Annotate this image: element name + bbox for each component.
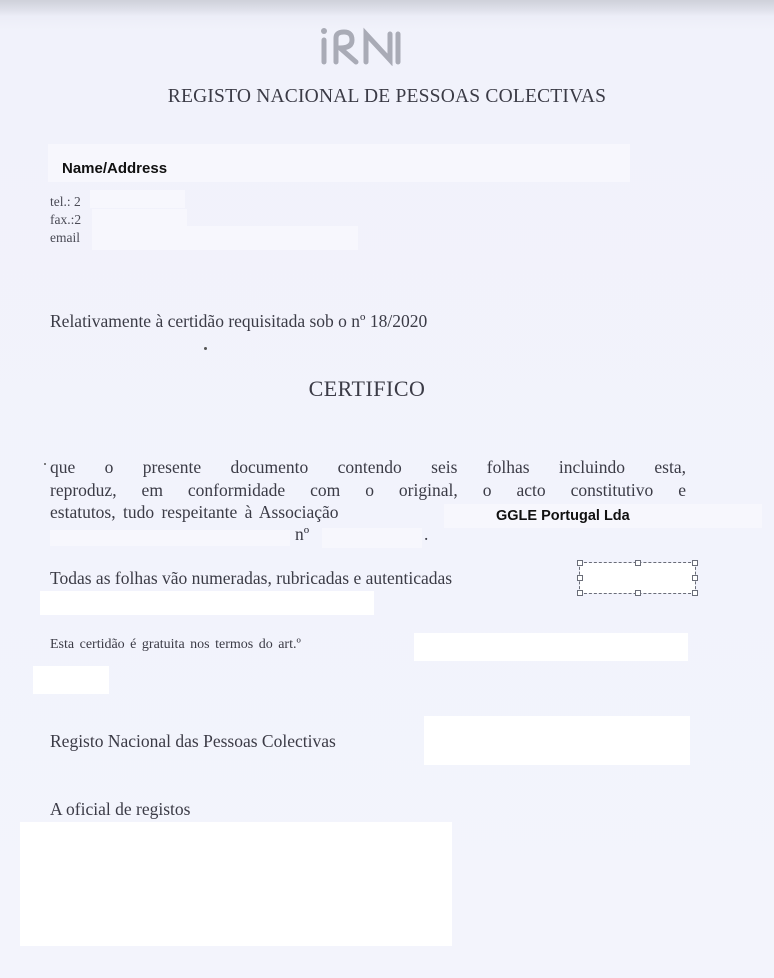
selection-box[interactable] xyxy=(579,562,696,594)
number-redaction xyxy=(322,528,422,548)
selection-fill xyxy=(580,563,695,593)
body-line-1: que o presente documento contendo seis folhas incluindo esta, xyxy=(50,457,686,477)
organization-title: REGISTO NACIONAL DE PESSOAS COLECTIVAS xyxy=(167,86,607,107)
number-label: nº xyxy=(295,524,310,544)
certificate-heading: CERTIFICO xyxy=(308,376,426,401)
resize-handle-s[interactable] xyxy=(635,590,641,596)
resize-handle-ne[interactable] xyxy=(692,560,698,566)
resize-handle-nw[interactable] xyxy=(577,560,583,566)
request-reference: Relativamente à certidão requisitada sob o nº 18/2020 xyxy=(50,311,428,331)
resize-handle-sw[interactable] xyxy=(577,590,583,596)
resize-handle-w[interactable] xyxy=(577,575,583,581)
official-label: A oficial de registos xyxy=(50,799,191,819)
company-name-overlay: GGLE Portugal Lda xyxy=(496,508,630,524)
tel-redaction xyxy=(90,190,185,208)
signoff-redaction xyxy=(424,716,690,765)
signature-redaction xyxy=(20,822,452,946)
irn-logo xyxy=(316,26,416,66)
body-line-3: estatutos, tudo respeitante à Associação xyxy=(50,502,339,522)
fax-redaction xyxy=(92,209,187,226)
name-address-label: Name/Address xyxy=(62,160,168,177)
free-statement: Esta certidão é gratuita nos termos do art.º xyxy=(50,637,301,652)
scan-speck xyxy=(204,347,207,350)
email-redaction xyxy=(92,226,358,250)
article-redaction xyxy=(414,633,688,661)
resize-handle-n[interactable] xyxy=(635,560,641,566)
scan-speck xyxy=(44,463,46,465)
pages-statement: Todas as folhas vão numeradas, rubricadas e autenticadas xyxy=(50,568,453,588)
registry-signoff: Registo Nacional das Pessoas Colectivas xyxy=(50,731,336,751)
association-redaction xyxy=(50,530,290,546)
year-redaction xyxy=(33,666,109,694)
tel-line: tel.: 2 xyxy=(50,194,81,209)
email-line: email xyxy=(50,230,80,245)
number-end: . xyxy=(424,524,429,544)
resize-handle-e[interactable] xyxy=(692,575,698,581)
body-line-2: reproduz, em conformidade com o original, o acto constitutivo e xyxy=(50,480,686,500)
certification-paragraph xyxy=(50,456,686,502)
scan-shadow xyxy=(0,0,774,16)
fax-line: fax.:2 xyxy=(50,212,82,227)
resize-handle-se[interactable] xyxy=(692,590,698,596)
pages-redaction xyxy=(40,591,374,615)
